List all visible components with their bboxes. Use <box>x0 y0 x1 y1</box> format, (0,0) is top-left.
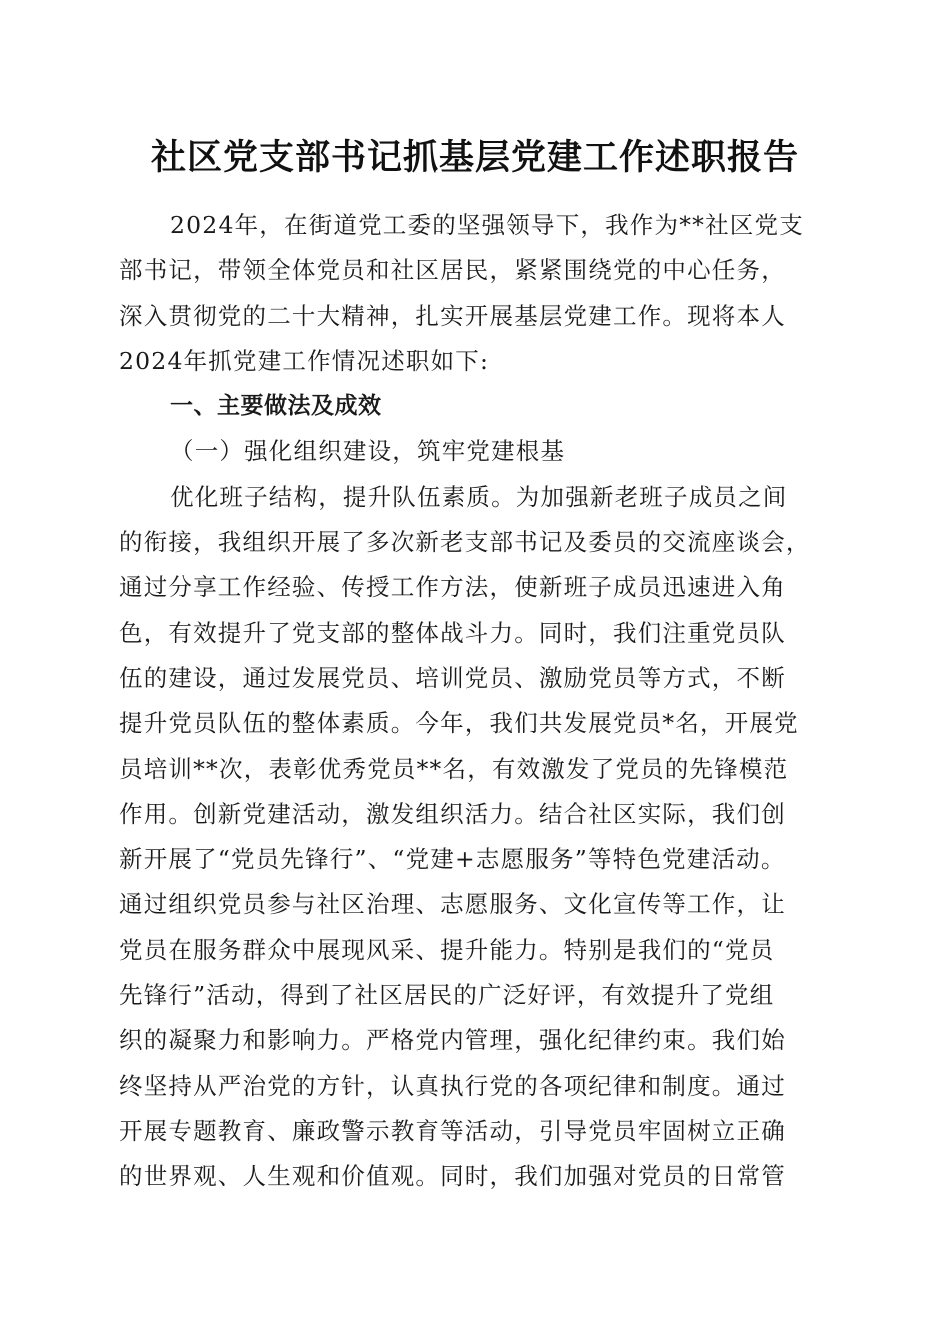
paragraph-line: 的衔接，我组织开展了多次新老支部书记及委员的交流座谈会， <box>119 528 811 557</box>
paragraph-line: 优化班子结构，提升队伍素质。为加强新老班子成员之间 <box>170 482 788 511</box>
paragraph-line: 部书记，带领全体党员和社区居民，紧紧围绕党的中心任务， <box>119 256 786 285</box>
document-body <box>119 203 839 1200</box>
paragraph-line: 开展专题教育、廉政警示教育等活动，引导党员牢固树立正确 <box>119 1116 786 1145</box>
paragraph-line: 织的凝聚力和影响力。严格党内管理，强化纪律约束。我们始 <box>119 1026 786 1055</box>
subsection-heading: （一）强化组织建设，筑牢党建根基 <box>170 437 566 466</box>
paragraph-line: 色，有效提升了党支部的整体战斗力。同时，我们注重党员队 <box>119 618 786 647</box>
paragraph-line: 提升党员队伍的整体素质。今年，我们共发展党员*名，开展党 <box>119 709 799 738</box>
document-title: 社区党支部书记抓基层党建工作述职报告 <box>150 137 799 178</box>
section-heading: 一、主要做法及成效 <box>170 393 382 420</box>
paragraph-line: 2024年，在街道党工委的坚强领导下，我作为**社区党支 <box>170 211 804 239</box>
paragraph-line: 深入贯彻党的二十大精神，扎实开展基层党建工作。现将本人 <box>119 301 786 330</box>
paragraph-line: 作用。创新党建活动，激发组织活力。结合社区实际，我们创 <box>119 799 786 828</box>
paragraph-line: 伍的建设，通过发展党员、培训党员、激励党员等方式，不断 <box>119 663 786 692</box>
paragraph-line: 新开展了“党员先锋行”、“党建+志愿服务”等特色党建活动。 <box>119 845 786 874</box>
paragraph-line: 通过组织党员参与社区治理、志愿服务、文化宣传等工作，让 <box>119 890 786 919</box>
paragraph-line: 终坚持从严治党的方针，认真执行党的各项纪律和制度。通过 <box>119 1071 786 1100</box>
paragraph-line: 2024年抓党建工作情况述职如下: <box>119 346 490 375</box>
paragraph-line: 先锋行”活动，得到了社区居民的广泛好评，有效提升了党组 <box>119 981 775 1010</box>
paragraph-line: 员培训**次，表彰优秀党员**名，有效激发了党员的先锋模范 <box>119 754 789 783</box>
paragraph-line: 党员在服务群众中展现风采、提升能力。特别是我们的“党员 <box>119 935 775 964</box>
paragraph-line: 通过分享工作经验、传授工作方法，使新班子成员迅速进入角 <box>119 573 786 602</box>
paragraph-line: 的世界观、人生观和价值观。同时，我们加强对党员的日常管 <box>119 1162 786 1191</box>
